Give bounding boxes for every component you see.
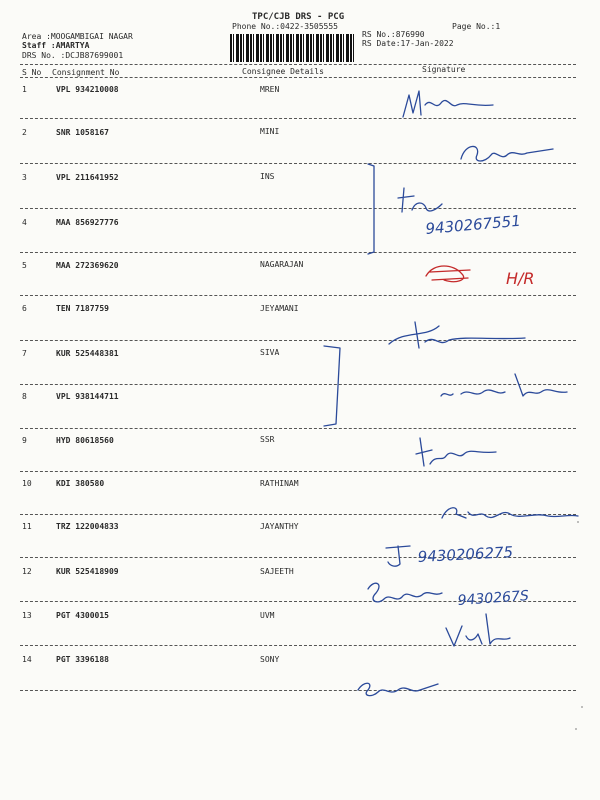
- signature-row14: [352, 672, 452, 702]
- row-sno: 1: [22, 85, 27, 94]
- row-sno: 7: [22, 349, 27, 358]
- row-consignee: UVM: [260, 611, 275, 620]
- row-consignment: KUR 525448381: [56, 349, 119, 358]
- row-divider: [20, 295, 576, 296]
- row-sno: 5: [22, 261, 27, 270]
- signature-row2: [455, 135, 565, 170]
- row-consignment: VPL 934210008: [56, 85, 119, 94]
- scan-speck: [581, 706, 583, 708]
- row-consignment: MAA 856927776: [56, 218, 119, 227]
- col-header-sno: S No: [22, 68, 42, 77]
- row-sno: 10: [22, 479, 32, 488]
- scan-speck: [575, 728, 577, 730]
- row-divider: [20, 690, 576, 691]
- signature-row10: [438, 494, 588, 528]
- row-divider: [20, 428, 576, 429]
- row-consignee: NAGARAJAN: [260, 260, 304, 269]
- barcode-image: [230, 34, 354, 62]
- row-consignment: PGT 3396188: [56, 655, 109, 664]
- signature-row13: [440, 608, 530, 652]
- row-consignee: INS: [260, 172, 275, 181]
- handwritten-mark-hr: H/R: [506, 269, 535, 288]
- staff-label: Staff :AMARTYA: [22, 41, 90, 50]
- row-consignee: JEYAMANI: [260, 304, 299, 313]
- col-header-consignment: Consignment No: [52, 68, 120, 77]
- signature-row1: [395, 85, 505, 125]
- row-consignment: VPL 938144711: [56, 392, 119, 401]
- bracket-rows3-4: [360, 160, 390, 260]
- row-sno: 3: [22, 173, 27, 182]
- drs-number: DRS No. :DCJB87699001: [22, 51, 124, 60]
- scan-speck: [577, 521, 579, 523]
- row-sno: 9: [22, 436, 27, 445]
- row-sno: 11: [22, 522, 32, 531]
- mark-row5: [420, 258, 580, 290]
- col-header-consignee: Consignee Details: [242, 67, 324, 76]
- row-consignment: KDI 380580: [56, 479, 105, 488]
- row-consignee: SAJEETH: [260, 567, 294, 576]
- signature-row9: [412, 432, 522, 472]
- rs-number: RS No.:876990: [362, 30, 425, 39]
- row-consignee: SONY: [260, 655, 280, 664]
- header-bottom-rule: [20, 77, 576, 78]
- row-consignment: TEN 7187759: [56, 304, 109, 313]
- row-consignment: MAA 272369620: [56, 261, 119, 270]
- row-sno: 12: [22, 567, 32, 576]
- handwritten-phone-3: 9430267S: [457, 588, 530, 609]
- col-header-signature: Signature: [422, 65, 466, 74]
- signature-row11: [382, 538, 600, 572]
- row-consignee: JAYANTHY: [260, 522, 299, 531]
- rs-date: RS Date:17-Jan-2022: [362, 39, 454, 48]
- row-consignee: MREN: [260, 85, 280, 94]
- header-top-rule: [20, 64, 576, 65]
- signature-row8: [435, 368, 575, 404]
- row-sno: 4: [22, 218, 27, 227]
- row-consignment: PGT 4300015: [56, 611, 109, 620]
- row-consignment: SNR 1058167: [56, 128, 109, 137]
- row-sno: 2: [22, 128, 27, 137]
- row-consignee: SIVA: [260, 348, 280, 357]
- row-divider: [20, 252, 576, 253]
- row-consignment: KUR 525418909: [56, 567, 119, 576]
- area-label: Area :MOOGAMBIGAI NAGAR: [22, 32, 133, 41]
- signature-row6: [385, 318, 535, 352]
- row-consignee: RATHINAM: [260, 479, 299, 488]
- document-title: TPC/CJB DRS - PCG: [252, 12, 345, 22]
- row-consignee: SSR: [260, 435, 275, 444]
- row-consignee: MINI: [260, 127, 280, 136]
- handwritten-phone-1: 9430267551: [424, 211, 522, 238]
- row-consignment: HYD 80618560: [56, 436, 114, 445]
- row-consignment: TRZ 122004833: [56, 522, 119, 531]
- signature-row3: [392, 180, 582, 238]
- row-consignment: VPL 211641952: [56, 173, 119, 182]
- phone-number: Phone No.:0422-3505555: [232, 22, 338, 31]
- bracket-rows7-8: [318, 342, 348, 432]
- row-sno: 6: [22, 304, 27, 313]
- row-sno: 8: [22, 392, 27, 401]
- row-sno: 13: [22, 611, 32, 620]
- handwritten-phone-2: 9430206275: [417, 543, 514, 566]
- page-number: Page No.:1: [452, 22, 501, 31]
- row-sno: 14: [22, 655, 32, 664]
